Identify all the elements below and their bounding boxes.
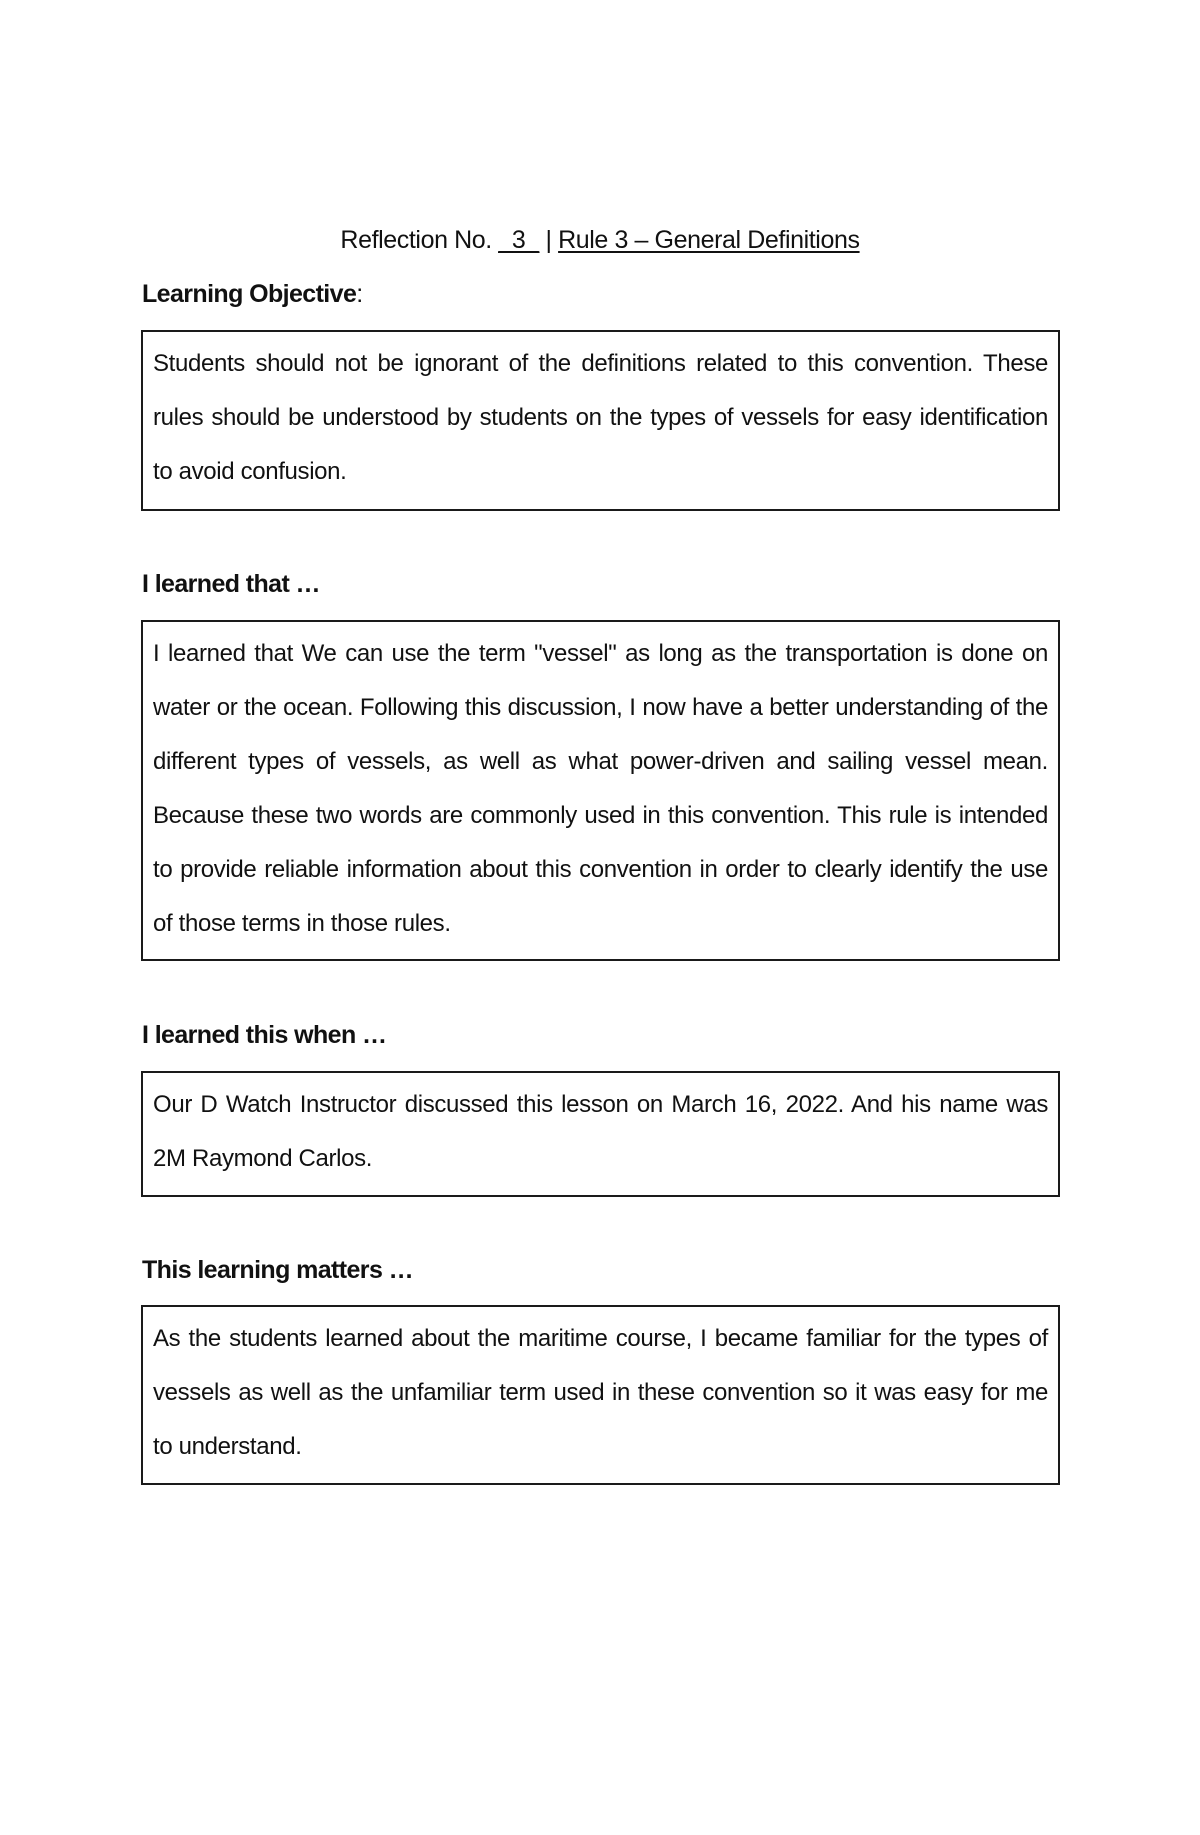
learning-matters-box xyxy=(141,1305,1060,1485)
reflection-number: _3_ xyxy=(498,226,539,254)
learning-objective-label-text: Learning Objective xyxy=(142,280,357,308)
title-separator: | xyxy=(538,226,559,254)
page-title xyxy=(0,222,1200,258)
learning-objective-box xyxy=(141,330,1060,511)
learning-matters-label: This learning matters … xyxy=(142,1256,413,1284)
learned-when-text: Our D Watch Instructor discussed this lesson on March 16, 2022. And his name was 2M Raymond Carlos. xyxy=(153,1091,1048,1172)
learned-when-box xyxy=(141,1071,1060,1197)
learning-objective-label xyxy=(142,276,363,312)
learning-matters-text: As the students learned about the maritime course, I became familiar for the types of vessels as well as the unfamiliar term used in these convention so it was easy for me to understand. xyxy=(153,1325,1048,1460)
learned-that-label: I learned that … xyxy=(142,570,320,598)
learned-that-box xyxy=(141,620,1060,961)
learning-objective-label-colon: : xyxy=(356,280,363,308)
reflection-prefix: Reflection No. xyxy=(340,226,499,254)
rule-title: Rule 3 – General Definitions xyxy=(558,226,860,254)
learned-when-label: I learned this when … xyxy=(142,1021,387,1049)
learned-that-text: I learned that We can use the term "vessel" as long as the transportation is done on water or the ocean. Following this discussion, I now have a better understanding of the different types of vessels, as well as what power-driven and sailing vessel mean. Because these two words are commonly used in this convention. This rule is intended to provide reliable information about this convention in order to clearly identify the use of those terms in those rules. xyxy=(153,640,1048,937)
learning-objective-text: Students should not be ignorant of the definitions related to this convention. These rules should be understood by students on the types of vessels for easy identification to avoid confusion. xyxy=(153,350,1048,485)
